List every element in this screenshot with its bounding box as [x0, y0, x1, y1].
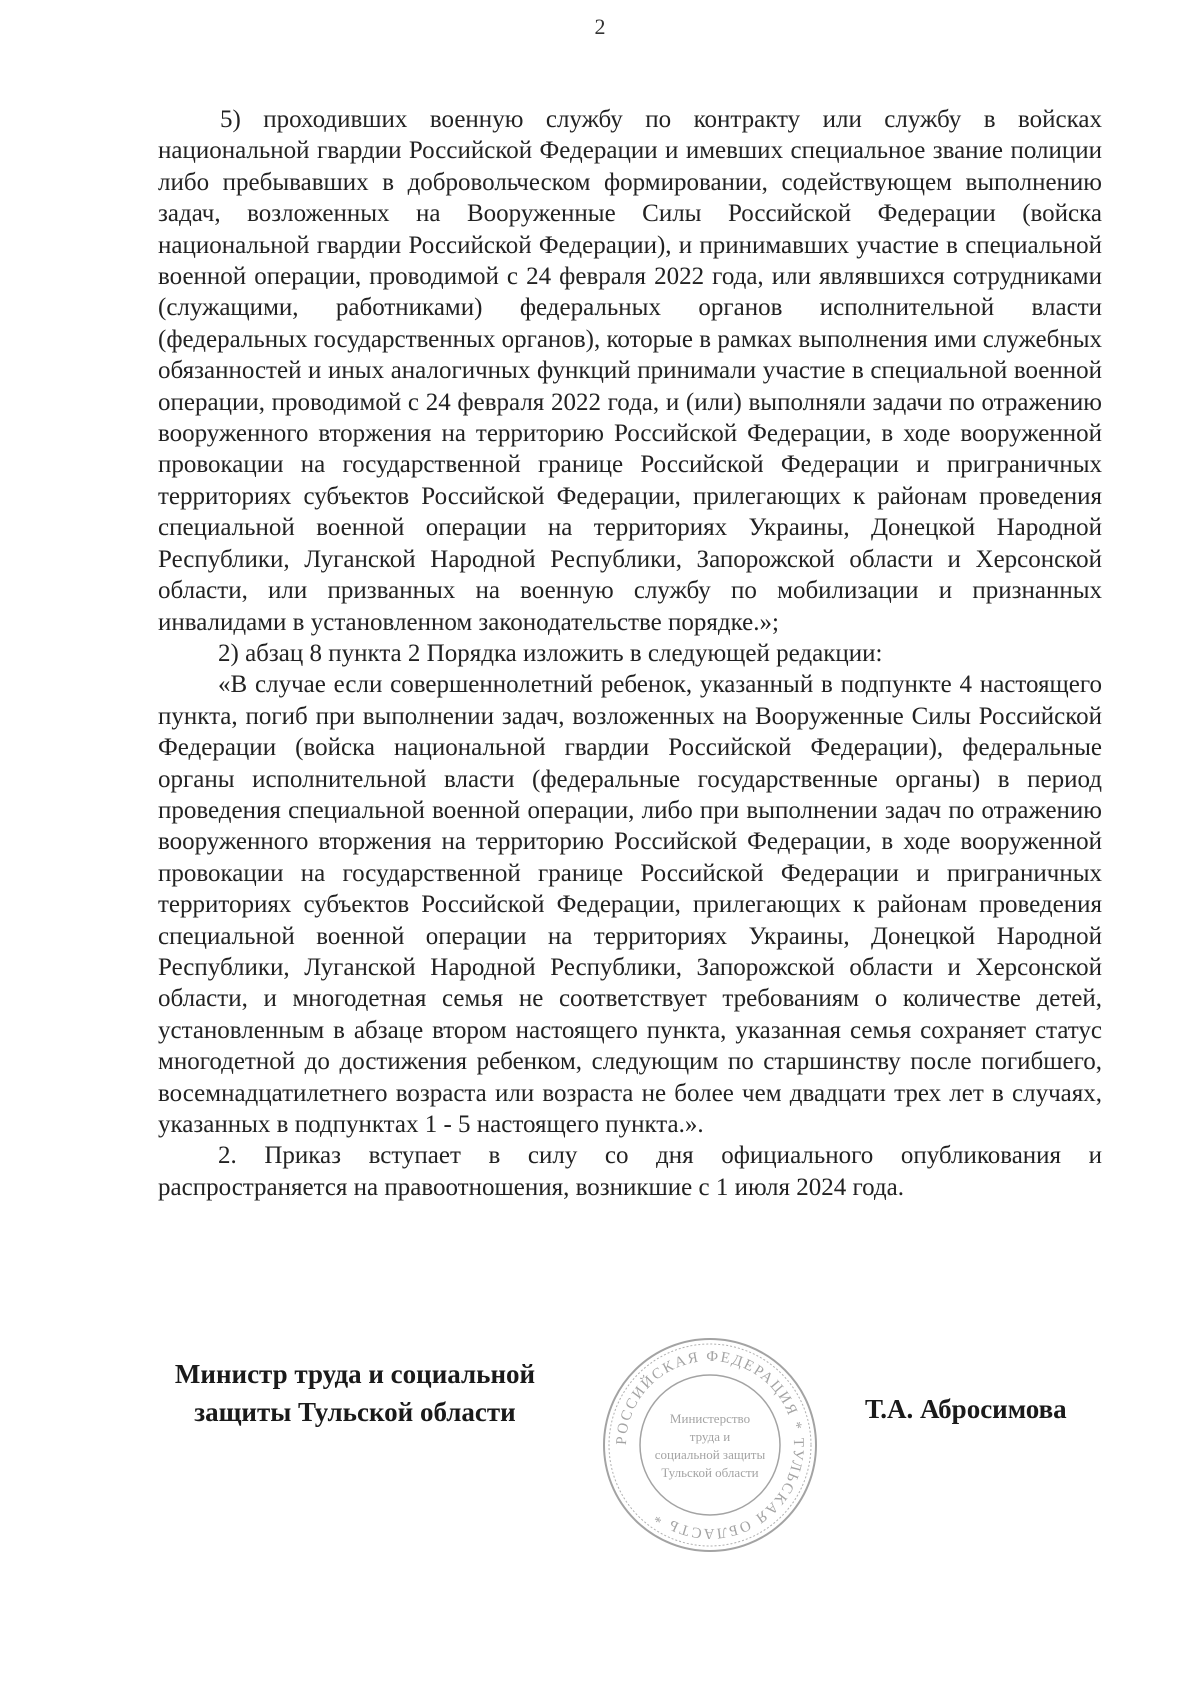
official-seal — [600, 1335, 820, 1555]
seal-line-3: социальной защиты — [654, 1447, 766, 1462]
paragraph-quoted-text: «В случае если совершеннолетний ребенок, указанный в подпункте 4 настоящего пункта, погиб при выполнении задач, возложенных на Вооруженные Силы Российской Федерации (войска национальной гвардии Российской Федерации), федеральные органы исполнительной власти (федеральные государственные органы) в период проведения специальной военной операции, либо при выполнении задач по отражению вооруженного вторжения на территорию Российской Федерации, в ходе вооруженной провокации на государственной границе Российской Федерации и приграничных территориях субъектов Российской Федерации, прилегающих к районам проведения специальной военной операции на территориях Украины, Донецкой Народной Республики, Луганской Народной Республики, Запорожской области и Херсонской области, и многодетная семья не соответствует требованиям о количестве детей, установленным в абзаце втором настоящего пункта, указанная семья сохраняет статус многодетной до достижения ребенком, следующим по старшинству после погибшего, восемнадцатилетнего возраста или возраста не более чем двадцати трех лет в случаях, указанных в подпунктах 1 - 5 настоящего пункта.». — [158, 671, 1102, 1138]
seal-line-2: труда и — [689, 1429, 731, 1444]
seal-line-1: Министерство — [669, 1411, 751, 1426]
seal-ring-text: РОССИЙСКАЯ ФЕДЕРАЦИЯ * ТУЛЬСКАЯ ОБЛАСТЬ * — [613, 1348, 807, 1542]
paragraph-effective-date: 2. Приказ вступает в силу со дня официального опубликования и распространяется на правоотношения, возникшие с 1 июля 2024 года. — [158, 1142, 1102, 1201]
paragraph-amendment-2: 2) абзац 8 пункта 2 Порядка изложить в следующей редакции: — [218, 639, 883, 667]
page-number: 2 — [594, 14, 606, 39]
signature-position — [145, 1355, 565, 1431]
signature-position-line2: защиты Тульской области — [194, 1397, 516, 1427]
seal-line-4: Тульской области — [661, 1465, 759, 1480]
signatory-name: Т.А. Абросимова — [865, 1394, 1067, 1424]
seal-stamp-icon — [600, 1335, 820, 1555]
signature-position-line1: Министр труда и социальной — [174, 1359, 536, 1389]
paragraph-item-5: 5) проходивших военную службу по контракту или службу в войсках национальной гвардии Российской Федерации и имевших специальное звание полиции либо пребывавших в добровольческом формировании, содействующем выполнению задач, возложенных на Вооруженные Силы Российской Федерации (войска национальной гвардии Российской Федерации), и принимавших участие в специальной военной операции, проводимой с 24 февраля 2022 года, или являвшихся сотрудниками (служащими, работниками) федеральных органов исполнительной власти (федеральных государственных органов), которые в рамках выполнения ими служебных обязанностей и иных аналогичных функций принимали участие в специальной военной операции, проводимой с 24 февраля 2022 года, и (или) выполняли задачи по отражению вооруженного вторжения на территорию Российской Федерации, в ходе вооруженной провокации на государственной границе Российской Федерации и приграничных территориях субъектов Российской Федерации, прилегающих к районам проведения специальной военной операции на территориях Украины, Донецкой Народной Республики, Луганской Народной Республики, Запорожской области и Херсонской области, или призванных на военную службу по мобилизации и признанных инвалидами в установленном законодательстве порядке.»; — [158, 106, 1102, 636]
svg-text:РОССИЙСКАЯ ФЕДЕРАЦИЯ * ТУЛЬСКА — [614, 1349, 806, 1541]
document-body — [158, 104, 1102, 1203]
